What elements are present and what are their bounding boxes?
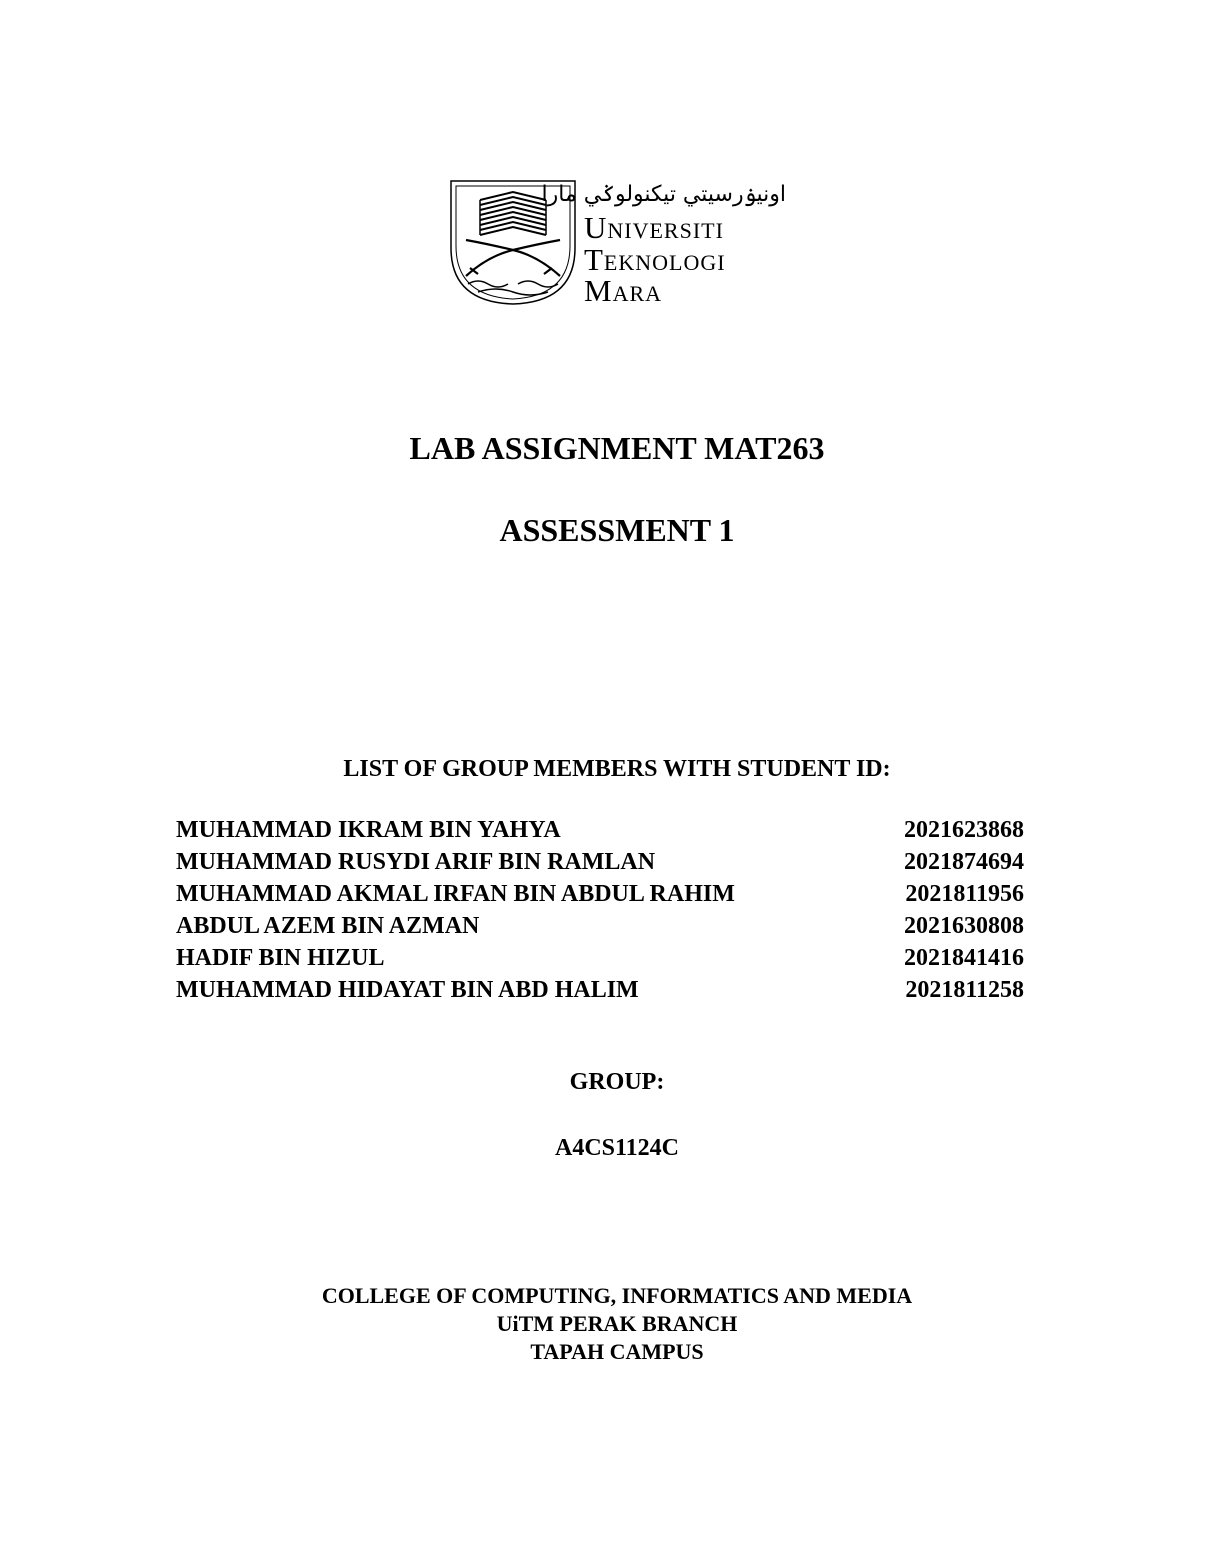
page-title: LAB ASSIGNMENT MAT263 [409, 430, 825, 466]
footer-campus: TAPAH CAMPUS [530, 1339, 704, 1364]
member-row [176, 942, 1024, 974]
member-row [176, 814, 1024, 846]
member-id: 2021811258 [905, 977, 1024, 1003]
member-id: 2021874694 [904, 849, 1024, 875]
member-row [176, 846, 1024, 878]
footer-branch: UiTM PERAK BRANCH [496, 1311, 738, 1336]
group-label: GROUP: [569, 1069, 665, 1095]
member-name: ABDUL AZEM BIN AZMAN [176, 913, 480, 939]
member-name: MUHAMMAD RUSYDI ARIF BIN RAMLAN [176, 849, 656, 875]
member-name: MUHAMMAD AKMAL IRFAN BIN ABDUL RAHIM [176, 881, 735, 907]
university-logo [448, 178, 793, 308]
members-list [176, 814, 1024, 1006]
logo-line-teknologi: Teknologi [584, 242, 726, 277]
logo-line-mara: Mara [584, 273, 663, 308]
group-code: A4CS1124C [554, 1135, 680, 1161]
footer-college: COLLEGE OF COMPUTING, INFORMATICS AND MEDIA [321, 1283, 913, 1308]
member-row [176, 974, 1024, 1006]
member-id: 2021841416 [904, 945, 1024, 971]
member-row [176, 878, 1024, 910]
members-heading: LIST OF GROUP MEMBERS WITH STUDENT ID: [343, 756, 891, 782]
member-name: MUHAMMAD HIDAYAT BIN ABD HALIM [176, 977, 639, 1003]
logo-line-universiti: Universiti [584, 210, 724, 245]
logo-jawi-text: اونيۏرسيتي تيکنولوݢي مارا [541, 182, 786, 207]
assessment-title: ASSESSMENT 1 [499, 512, 735, 548]
member-id: 2021811956 [905, 881, 1024, 907]
member-id: 2021630808 [904, 913, 1024, 939]
member-name: HADIF BIN HIZUL [176, 945, 385, 971]
institution-footer [17, 1282, 1217, 1366]
member-id: 2021623868 [904, 817, 1024, 843]
member-row [176, 910, 1024, 942]
member-name: MUHAMMAD IKRAM BIN YAHYA [176, 817, 561, 843]
